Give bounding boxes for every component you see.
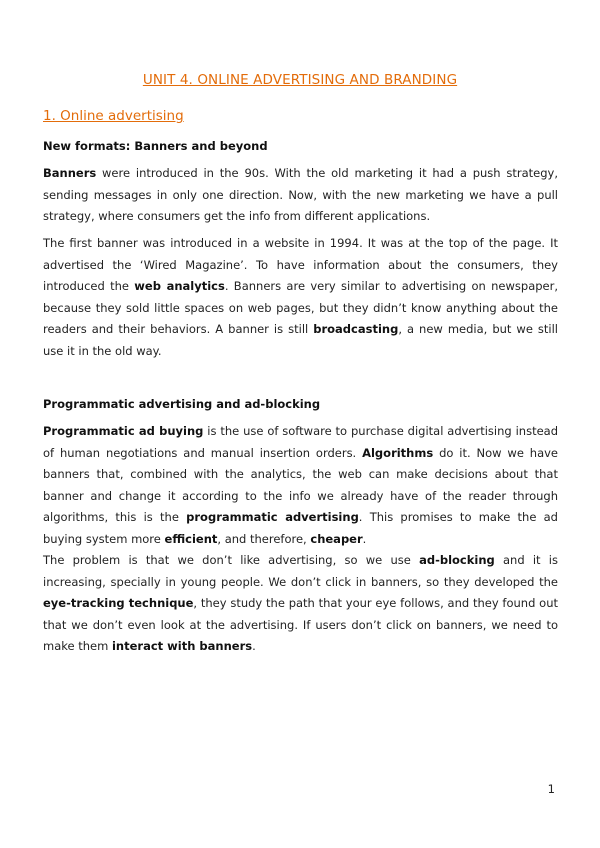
document-title: UNIT 4. ONLINE ADVERTISING AND BRANDING: [142, 72, 458, 88]
page-number: 1: [547, 782, 555, 796]
bold-term: eye-tracking technique: [43, 596, 194, 610]
section-heading: 1. Online advertising: [43, 108, 184, 124]
bold-term: Banners: [43, 166, 97, 180]
text-run: . This promises to make the ad buying system more: [43, 510, 558, 546]
text-run: , they study the path that your eye follows, and they found out that we don’t even look at the advertising. If users don’t click on banners, we need to make them: [43, 596, 559, 653]
bold-term: cheaper: [310, 531, 363, 546]
bold-term: Programmatic ad buying: [43, 424, 204, 438]
text-run: .: [362, 531, 367, 546]
text-run: is the use of software to purchase digital advertising instead of human negotiations and manual insertion orders.: [43, 424, 558, 460]
text-run: , and therefore,: [217, 531, 311, 546]
text-run: .: [252, 639, 256, 653]
paragraph-ad-blocking: [43, 550, 558, 658]
paragraph-first-banner: [43, 233, 558, 362]
text-run: The problem is that we don’t like advertising, so we use: [43, 553, 420, 567]
bold-term: ad-blocking: [419, 553, 495, 567]
text-run: do it. Now we have banners that, combined with the analytics, the web can make decisions about that banner and change it according to the info we already have of the reader through algorithms, this is the: [43, 445, 558, 524]
subheading-new-formats: New formats: Banners and beyond: [43, 139, 268, 153]
text-run: . Banners are very similar to advertising on newspaper, because they sold little spaces on web pages, but they didn’t know anything about the readers and their behaviors. A banner is still: [43, 279, 558, 336]
paragraph-banners: [43, 163, 558, 228]
bold-term: Algorithms: [362, 445, 434, 460]
text-run: were introduced in the 90s. With the old marketing it had a push strategy, sending messages in only one direction. Now, with the new marketing we have a pull strategy, where consumers get the info from different applications.: [43, 166, 558, 223]
bold-term: interact with banners: [111, 639, 253, 653]
bold-term: broadcasting: [313, 322, 399, 336]
bold-term: web analytics: [134, 279, 225, 293]
text-run: , a new media, but we still use it in the old way.: [43, 322, 559, 358]
bold-term: efficient: [164, 531, 218, 546]
bold-term: programmatic advertising: [186, 510, 359, 524]
paragraph-programmatic: [43, 421, 558, 550]
text-run: The first banner was introduced in a website in 1994. It was at the top of the page. It advertised the ‘Wired Magazine’. To have information about the consumers, they introduced the: [43, 236, 558, 293]
subheading-programmatic: Programmatic advertising and ad-blocking: [43, 397, 321, 411]
text-run: and it is increasing, specially in young people. We don’t click in banners, so they developed the: [43, 553, 558, 589]
